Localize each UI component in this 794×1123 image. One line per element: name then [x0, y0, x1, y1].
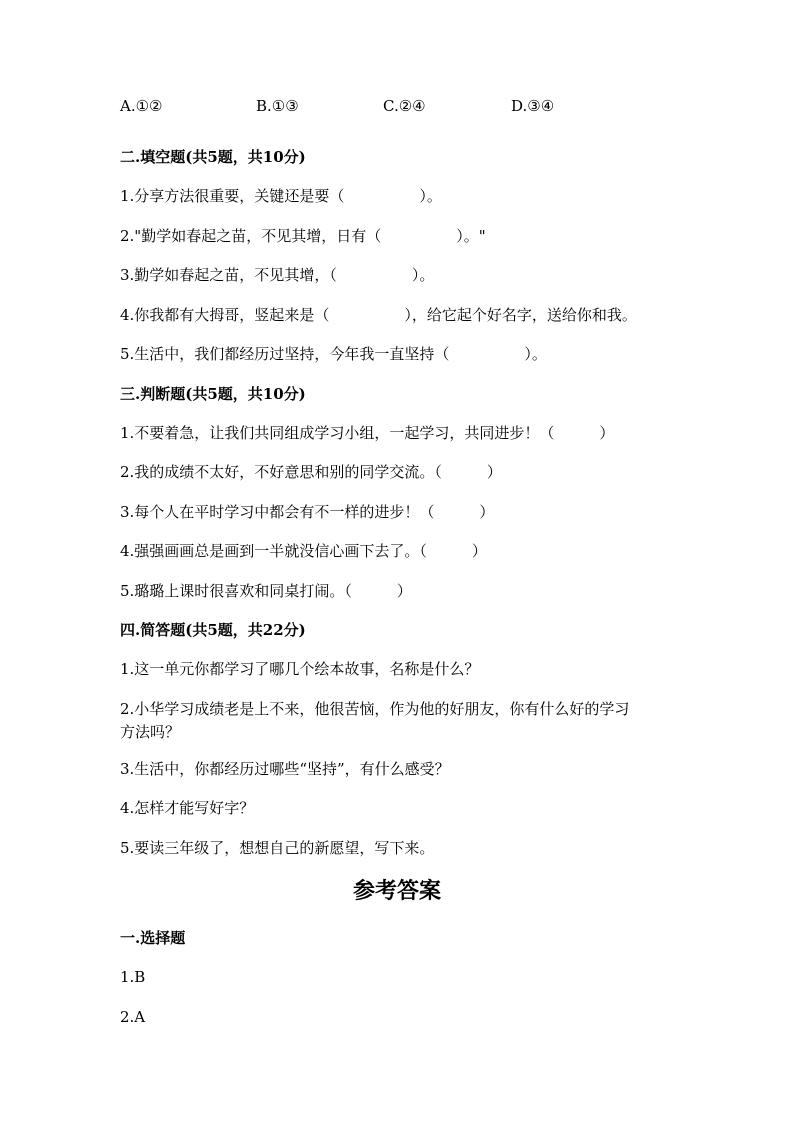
short-answer-item-1: 1.这一单元你都学习了哪几个绘本故事，名称是什么？ [120, 660, 480, 678]
true-false-heading: 三.判断题(共5题，共10分) [120, 385, 306, 403]
answers-section-heading: 一.选择题 [120, 929, 186, 947]
short-answer-item-5: 5.要读三年级了，想想自己的新愿望，写下来。 [120, 839, 435, 857]
answer-item-1: 1.B [120, 968, 146, 986]
short-answer-item-3: 3.生活中，你都经历过哪些“坚持”，有什么感受？ [120, 760, 450, 778]
fill-blank-item-3: 3.勤学如春起之苗，不见其增，（ ）。 [120, 266, 435, 284]
choice-options-row [0, 96, 794, 118]
option-d: D.③④ [511, 97, 555, 115]
short-answer-heading: 四.简答题(共5题，共22分) [120, 621, 306, 639]
short-answer-item-4: 4.怎样才能写好字？ [120, 799, 255, 817]
answers-title: 参考答案 [352, 878, 441, 904]
answer-item-2: 2.A [120, 1008, 146, 1026]
true-false-item-1: 1.不要着急，让我们共同组成学习小组，一起学习，共同进步！（ ） [120, 424, 615, 442]
true-false-item-4: 4.强强画画总是画到一半就没信心画下去了。（ ） [120, 542, 487, 560]
fill-blank-item-4: 4.你我都有大拇哥，竖起来是（ ），给它起个好名字，送给你和我。 [120, 306, 637, 324]
fill-blank-item-2: 2."勤学如春起之苗，不见其增，日有（ ）。" [120, 227, 486, 245]
option-c: C.②④ [383, 97, 426, 115]
true-false-item-3: 3.每个人在平时学习中都会有不一样的进步！（ ） [120, 503, 495, 521]
true-false-item-5: 5.璐璐上课时很喜欢和同桌打闹。（ ） [120, 582, 412, 600]
true-false-item-2: 2.我的成绩不太好，不好意思和别的同学交流。（ ） [120, 463, 502, 481]
option-a: A.①② [120, 97, 163, 115]
fill-blank-item-5: 5.生活中，我们都经历过坚持，今年我一直坚持（ ）。 [120, 345, 547, 363]
option-b: B.①③ [256, 97, 299, 115]
short-answer-item-2: 2.小华学习成绩老是上不来，他很苦恼，作为他的好朋友，你有什么好的学习 [120, 700, 630, 718]
fill-blank-item-1: 1.分享方法很重要，关键还是要（ ）。 [120, 187, 442, 205]
fill-blank-heading: 二.填空题(共5题，共10分) [120, 148, 306, 166]
short-answer-item-2-cont: 方法吗？ [120, 723, 181, 741]
